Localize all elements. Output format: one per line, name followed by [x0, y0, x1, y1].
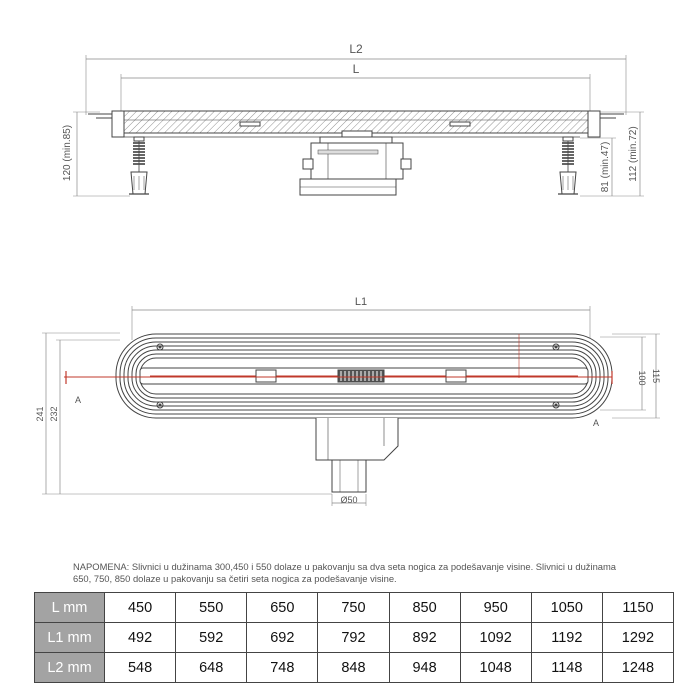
section-mark-right: A: [592, 418, 600, 428]
table-cell: 948: [389, 653, 460, 683]
label-l: L: [352, 62, 360, 76]
label-115: 115: [651, 368, 661, 384]
table-cell: 648: [176, 653, 247, 683]
table-cell: 1150: [602, 593, 673, 623]
table-cell: 1148: [531, 653, 602, 683]
dimensions-table: [34, 592, 674, 683]
table-cell: 548: [105, 653, 176, 683]
label-l1: L1: [354, 296, 368, 308]
label-100: 100: [637, 370, 647, 386]
table-row: [35, 593, 674, 623]
label-foot-right-b: 112 (min.72): [628, 126, 639, 182]
dimension-l1: [132, 296, 590, 340]
table-cell: 1292: [602, 623, 673, 653]
top-view: [35, 296, 661, 506]
label-height-left: 120 (min.85): [62, 124, 73, 182]
siphon-body: [300, 131, 411, 195]
table-cell: 592: [176, 623, 247, 653]
grate-clip-top-2: [446, 370, 466, 382]
table-cell: 950: [460, 593, 531, 623]
label-outlet: Ø50: [340, 495, 358, 505]
row-header-l1: L1 mm: [35, 623, 105, 653]
adjustable-foot-right: [558, 137, 578, 194]
row-header-l2: L2 mm: [35, 653, 105, 683]
dimension-outlet: [332, 494, 366, 506]
adjustable-foot-left: [129, 137, 149, 194]
table-cell: 1192: [531, 623, 602, 653]
outlet-body: [316, 418, 398, 492]
table-cell: 450: [105, 593, 176, 623]
table-cell: 650: [247, 593, 318, 623]
label-232: 232: [49, 406, 59, 422]
table-row: [35, 623, 674, 653]
table-row: [35, 653, 674, 683]
label-241: 241: [35, 406, 45, 422]
table-cell: 492: [105, 623, 176, 653]
table-cell: 1050: [531, 593, 602, 623]
table-cell: 792: [318, 623, 389, 653]
table-cell: 1092: [460, 623, 531, 653]
dimension-l: [121, 62, 590, 112]
table-cell: 1048: [460, 653, 531, 683]
table-cell: 1248: [602, 653, 673, 683]
outlet-pipe: [332, 460, 366, 492]
grate-clip-top-1: [256, 370, 276, 382]
table-cell: 550: [176, 593, 247, 623]
table-cell: 892: [389, 623, 460, 653]
grate-clip-1: [240, 122, 260, 126]
side-view: [62, 42, 644, 196]
grate-clip-2: [450, 122, 470, 126]
table-cell: 848: [318, 653, 389, 683]
grate: [122, 111, 590, 133]
row-header-l: L mm: [35, 593, 105, 623]
table-cell: 750: [318, 593, 389, 623]
table-cell: 850: [389, 593, 460, 623]
label-l2: L2: [349, 42, 363, 56]
table-cell: 692: [247, 623, 318, 653]
label-foot-right-a: 81 (min.47): [600, 141, 611, 193]
bracket-left: [112, 111, 124, 137]
packaging-note: NAPOMENA: Slivnici u dužinama 300,450 i 550 dolaze u pakovanju sa dva seta nogica za podešavanje visine. Slivnici u dužinama 650, 750, 850 dolaze u pakovanju sa četiri seta nogica za podešavanje visine.: [73, 561, 617, 584]
dimension-l2: [86, 42, 626, 115]
section-mark-left: A: [74, 395, 82, 405]
bracket-right: [588, 111, 600, 137]
table-cell: 748: [247, 653, 318, 683]
